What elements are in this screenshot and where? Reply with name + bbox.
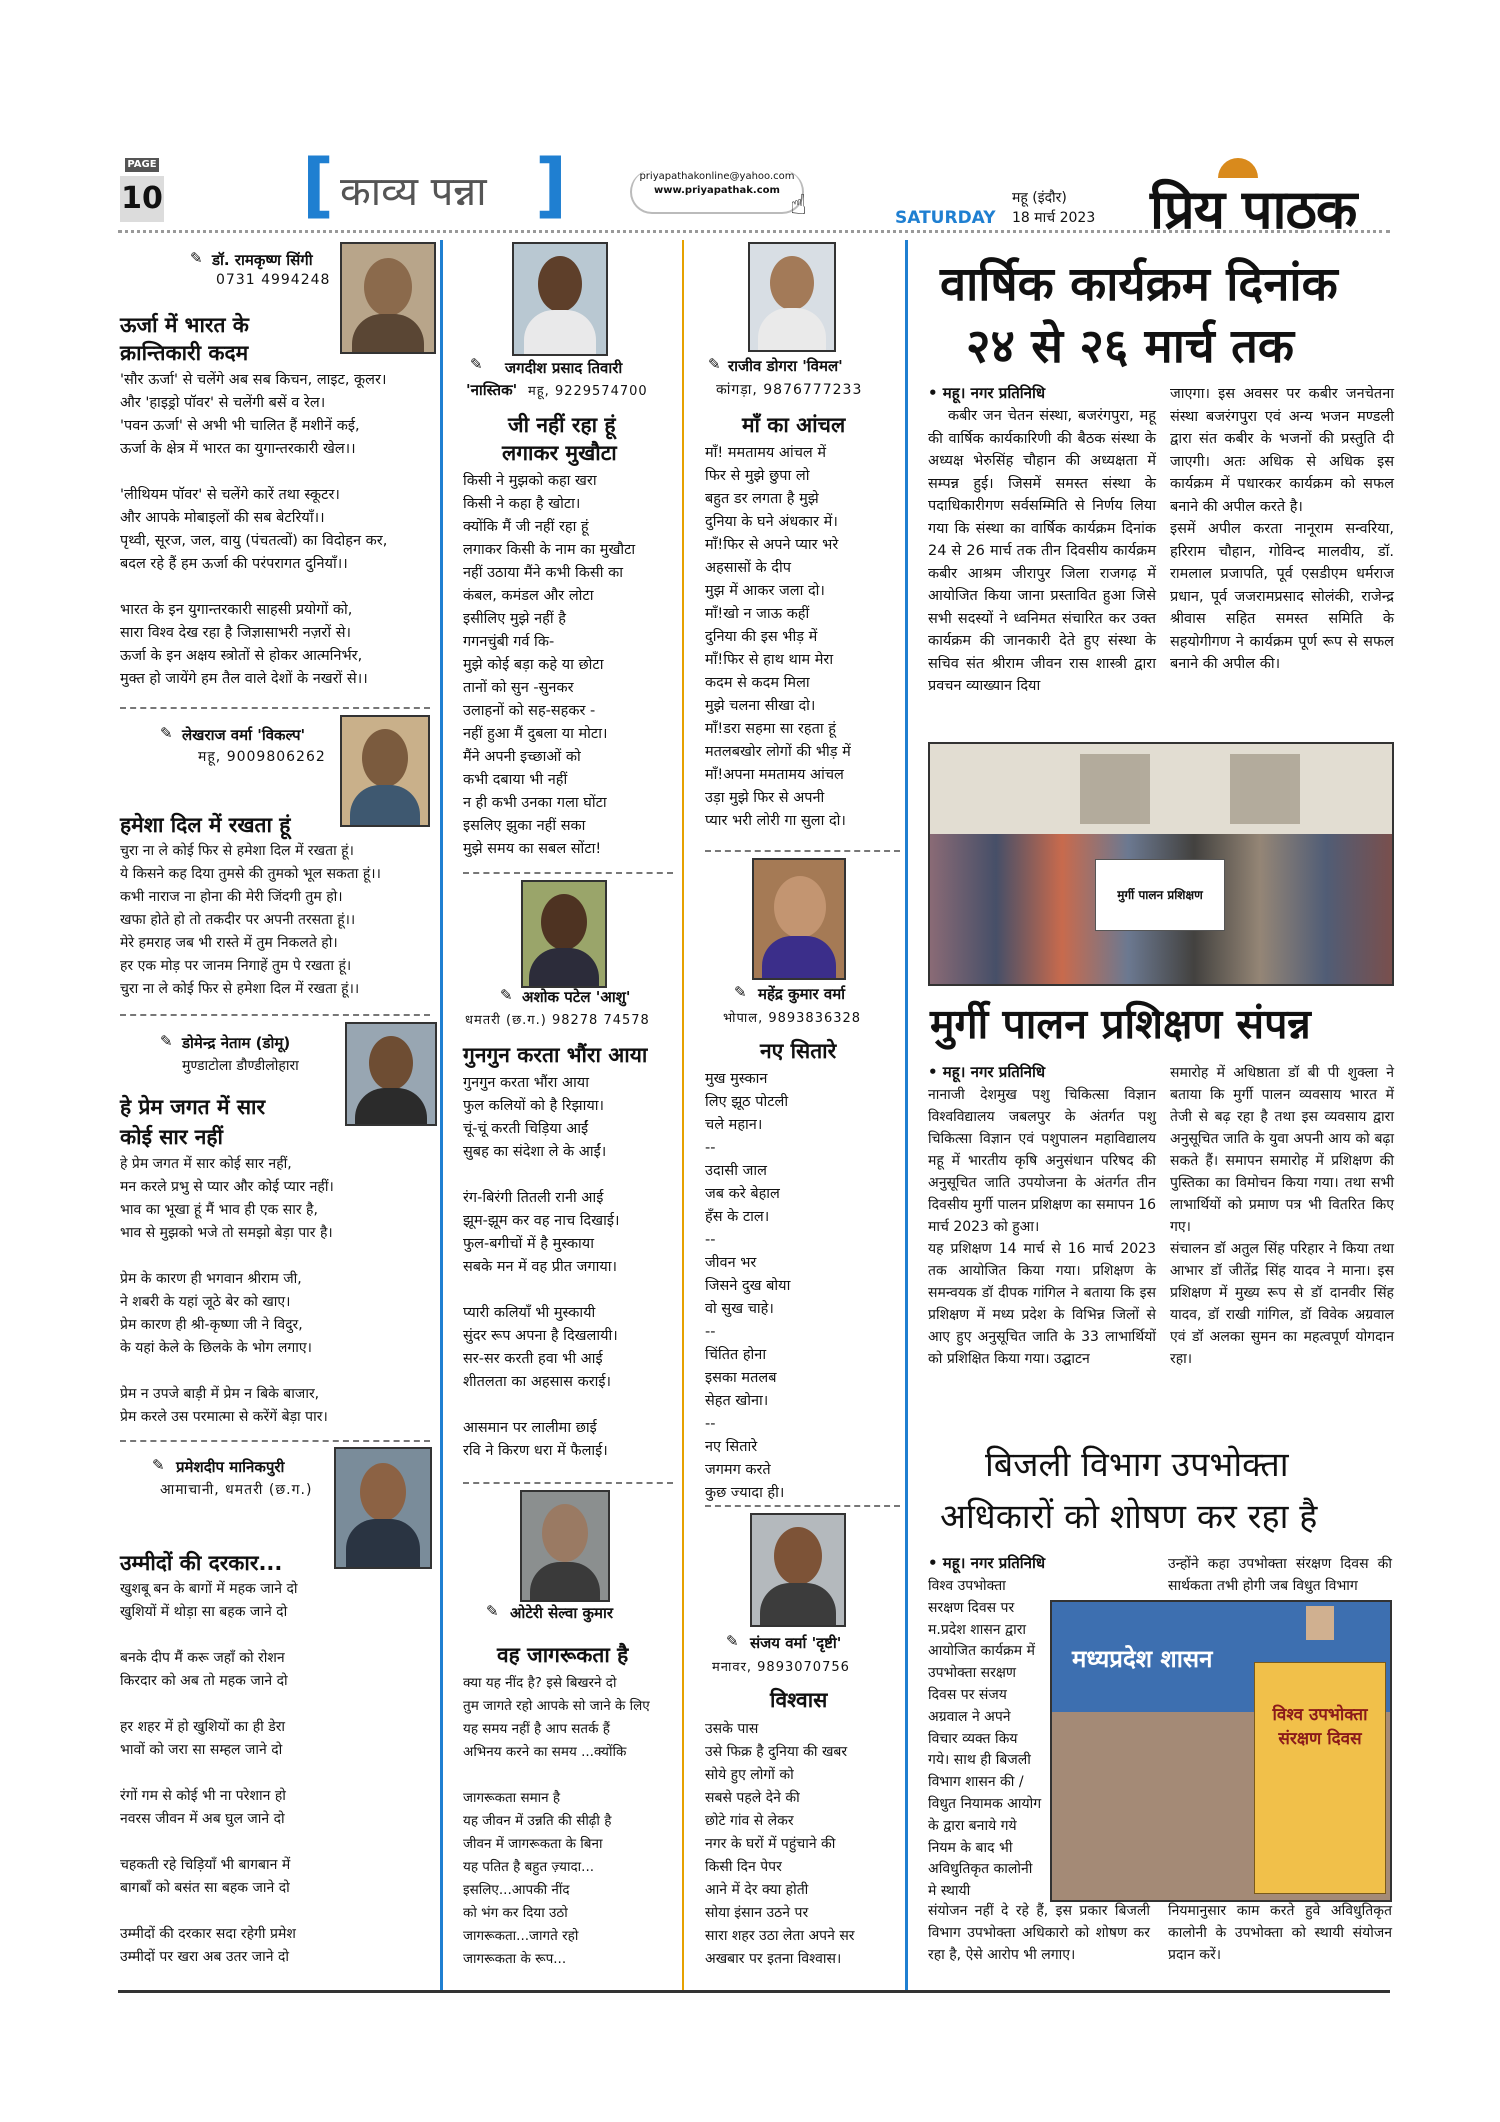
face-shape (362, 729, 408, 787)
training-banner: मुर्गी पालन प्रशिक्षण (1095, 859, 1225, 931)
poem-title: जी नहीं रहा हूं (508, 413, 616, 437)
author-photo (345, 1022, 437, 1126)
author-name: डॉ. रामकृष्ण सिंगी (212, 251, 313, 269)
news-headline: मुर्गी पालन प्रशिक्षण संपन्न (930, 1000, 1311, 1048)
author-contact: मुण्डाटोला डौण्डीलोहारा (182, 1058, 299, 1074)
poem-title: कोई सार नहीं (120, 1125, 223, 1149)
author-photo (750, 1513, 846, 1627)
news-text: संयोजन नहीं दे रहे हैं, इस प्रकार बिजली विभाग उपभोक्ता अधिकारो को शोषण कर रहा है, ऐसे आरोप भी लगाए। (928, 1903, 1150, 1963)
separator (463, 872, 673, 874)
contact-box (630, 170, 804, 214)
pen-icon: ✎ (734, 983, 747, 1001)
author-name: ओटेरी सेल्वा कुमार (510, 1604, 614, 1622)
author-photo (340, 242, 436, 354)
pen-icon: ✎ (486, 1602, 499, 1620)
author-contact: आमाचानी, धमतरी (छ.ग.) (160, 1482, 313, 1498)
author-contact: भोपाल, 9893836328 (723, 1011, 862, 1026)
poem-title: माँ का आंचल (742, 413, 846, 437)
contact-email[interactable]: priyapathakonline@yahoo.com (639, 171, 795, 182)
author-contact: कांगड़ा, 9876777233 (716, 382, 863, 398)
news-text: नानाजी देशमुख पशु चिकित्सा विज्ञान विश्वविद्यालय जबलपुर के अंतर्गत पशु चिकित्सा विज्ञान एवं पशुपालन महाविद्यालय महू में भारतीय कृषि अनुसंधान परिषद की अनुसूचित जाति उपयोजना के अंतर्गत तीन दिवसीय मुर्गी पालन प्रशिक्षण का समापन 16 मार्च 2023 को हुआ। यह प्रशिक्षण 14 मार्च से 16 मार्च 2023 तक आयोजित किया गया। प्रशिक्षण के समन्वयक डॉ दीपक गांगिल ने बताया कि इस प्रशिक्षण में मध्य प्रदेश के विभिन्न जिलों से आए हुए अनुसूचित जाति के 33 लाभार्थियों को प्रशिक्षित किया गया। उद्घाटन (928, 1087, 1156, 1367)
date-label: 18 मार्च 2023 (1012, 210, 1096, 226)
author-name: राजीव डोगरा 'विमल' (728, 357, 843, 375)
podium-banner (1254, 1662, 1386, 1894)
contact-website[interactable]: www.priyapathak.com (654, 185, 780, 196)
poem-text: चुरा ना ले कोई फिर से हमेशा दिल में रखता हूं। ये किसने कह दिया तुमसे की तुमको भूल सकता हूं।। कभी नाराज ना होना की मेरी जिंदगी तुम हो। खफा होते हो तो तकदीर पर अपनी तरसता हूं।। मेरे हमराह जब भी रास्ते में तुम निकलते हो। हर एक मोड़ पर जानम निगाहें तुम पे रखता हूं। चुरा ना ले कोई फिर से हमेशा दिल में रखता हूं।। (120, 843, 381, 997)
poem-title: गुनगुन करता भौंरा आया (463, 1043, 648, 1067)
pen-icon: ✎ (160, 1032, 173, 1050)
poem-title: उम्मीदों की दरकार... (120, 1551, 283, 1575)
author-photo (512, 242, 608, 356)
poem-text: हे प्रेम जगत में सार कोई सार नहीं, मन करले प्रभु से प्यार और कोई प्यार नहीं। भाव का भूखा हूं मैं भाव ही एक सार है, भाव से मुझको भजे तो समझो बेड़ा पार है। प्रेम के कारण ही भगवान श्रीराम जी, ने शबरी के यहां जूठे बेर को खाए। प्रेम कारण ही श्री-कृष्णा जी ने विदुर, के यहां केले के छिलके के भोग लगाए। प्रेम न उपजे बाड़ी में प्रेम न बिके बाजार, प्रेम करले उस परमात्मा से करेंगें बेड़ा पार। (120, 1156, 334, 1425)
face-shape (369, 1036, 413, 1090)
poem-title: हे प्रेम जगत में सार (120, 1095, 266, 1119)
face-shape (364, 258, 412, 316)
pen-icon: ✎ (726, 1632, 739, 1650)
day-label: SATURDAY (895, 208, 996, 228)
author-name: महेंद्र कुमार वर्मा (758, 985, 846, 1003)
section-title: काव्य पन्ना (340, 169, 487, 215)
pen-icon: ✎ (470, 355, 483, 373)
news-byline: • महू। नगर प्रतिनिधि (928, 384, 1046, 402)
news-headline: अधिकारों को शोषण कर रहा है (940, 1497, 1318, 1537)
author-name: लेखराज वर्मा 'विकल्प' (182, 726, 306, 744)
author-contact: 0731 4994248 (216, 272, 331, 288)
column-rule (440, 240, 443, 1990)
shoulder-shape (760, 1583, 836, 1627)
shoulder-shape (524, 310, 596, 356)
news-headline: वार्षिक कार्यक्रम दिनांक (940, 257, 1338, 312)
face-shape (541, 894, 587, 950)
author-photo (340, 715, 430, 827)
bracket-left: [ (302, 144, 334, 226)
poem-text: खुशबू बन के बागों में महक जाने दो खुशियों में थोड़ा सा बहक जाने दो बनके दीप मैं करू जहाँ को रोशन किरदार को अब तो महक जाने दो हर शहर में हो खुशियों का ही डेरा भावों को जरा सा सम्हल जाने दो रंगों गम से कोई भी ना परेशान हो नवरस जीवन में अब घुल जाने दो चहकती रहे चिड़ियाँ भी बागबान में बागबाँ को बसंत सा बहक जाने दो उम्मीदों की दरकार सदा रहेगी प्रमेश उम्मीदों पर खरा अब उतर जाने दो (120, 1581, 298, 1965)
author-photo (334, 1447, 432, 1569)
bracket-right: ] (535, 144, 567, 226)
news-headline: बिजली विभाग उपभोक्ता (985, 1445, 1289, 1485)
news-text: नियमानुसार काम करते हुवे अविधुतिकृत कालोनी के उपभोक्ता को स्थायी संयोजन प्रदान करें। (1168, 1903, 1392, 1963)
pen-icon: ✎ (190, 249, 203, 267)
pointer-hand-icon: ☝ (790, 188, 808, 221)
news-text: जाएगा। इस अवसर पर कबीर जनचेतना संस्था बजरंगपुरा एवं अन्य भजन मण्डली द्वारा संत कबीर के भजनों की प्रस्तुति दी जाएगी। अतः अधिक से अधिक इस कार्यक्रम में पधारकर कार्यक्रम को सफल बनाने की अपील करते है। इसमें अपील करता नानूराम सन्वरिया, हरिराम चौहान, गोविन्द मालवीय, डॉ. रामलाल प्रजापति, पूर्व एसडीएम धर्मराज प्रधान, पूर्व जजरामप्रसाद सोलंकी, राजेन्द्र श्रीवास सहित समस्त समिति के सहयोगीगण ने कार्यक्रम पूर्ण रूप से सफल बनाने की अपील की। (1170, 386, 1394, 672)
face-shape (770, 256, 814, 310)
pen-icon: ✎ (152, 1456, 165, 1474)
separator (120, 1440, 430, 1442)
building-wall (930, 744, 1392, 834)
separator (705, 1505, 900, 1507)
author-name: डोमेन्द्र नेताम (डोमू) (182, 1034, 291, 1052)
poem-text: माँ! ममतामय आंचल में फिर से मुझे छुपा लो बहुत डर लगता है मुझे दुनिया के घने अंधकार में। माँ!फिर से अपने प्यार भरे अहसासों के दीप मुझ में आकर जला दो। माँ!खो न जाऊ कहीं दुनिया की इस भीड़ में माँ!फिर से हाथ थाम मेरा कदम से कदम मिला मुझे चलना सीखा दो। माँ!डरा सहमा सा रहता हूं मतलबखोर लोगों की भीड़ में माँ!अपना ममतामय आंचल उड़ा मुझे फिर से अपनी प्यार भरी लोरी गा सुला दो। (705, 445, 851, 829)
poem-text: 'सौर ऊर्जा' से चलेंगे अब सब किचन, लाइट, कूलर। और 'हाइड्रो पॉवर' से चलेंगी बसें व रेल। 'पवन ऊर्जा' से अभी भी चालित हैं मशीनें कई, ऊर्जा के क्षेत्र में भारत का युगान्तरकारी खेल।। 'लीथियम पॉवर' से चलेंगे कारें तथा स्कूटर। और आपके मोबाइलों की सब बेटरियाँ।। पृथ्वी, सूरज, जल, वायु (पंचतत्वों) का विदोहन कर, बदल रहे हैं हम ऊर्जा की परंपरागत दुनियाँ।। भारत के इन युगान्तरकारी साहसी प्रयोगों को, सारा विश्व देख रहा है जिज्ञासाभरी नज़रों से। ऊर्जा के इन अक्षय स्त्रोतों से होकर आत्मनिर्भर, मुक्त हो जायेंगे हम तैल वाले देशों के नखरों से।। (120, 372, 388, 687)
face-shape (542, 1504, 588, 1562)
shoulder-shape (530, 1562, 600, 1602)
pen-icon: ✎ (160, 724, 173, 742)
footer-divider (118, 1990, 1390, 1993)
news-headline: २४ से २६ मार्च तक (966, 319, 1294, 374)
face-shape (774, 876, 826, 938)
shoulder-shape (762, 936, 836, 980)
shoulder-shape (529, 948, 599, 988)
banner-text: संरक्षण दिवस (1278, 1729, 1362, 1749)
news-text: कबीर जन चेतन संस्था, बजरंगपुरा, महू की वार्षिक कार्यकारिणी की बैठक संस्था के अध्यक्ष भेरुसिंह चौहान की अध्यक्षता में सम्पन्न हुई। जिसमें समस्त संस्था के पदाधिकारीगण सर्वसम्मिति से निर्णय लिया गया कि संस्था का वार्षिक कार्यक्रम दिनांक 24 से 26 मार्च तक तीन दिवसीय कार्यक्रम कबीर आश्रम जीरापुर जिला राजगढ़ में आयोजित किया जाना प्रस्तावित हुआ जिसे सभी सदस्यों ने ध्वनिमत संचारित कर उक्त कार्यक्रम की जानकारी देते हुए संस्था के सचिव संत श्रीराम जीवन रास शास्त्री द्वारा प्रवचन व्याख्यान दिया (928, 408, 1156, 694)
poem-title: क्रान्तिकारी कदम (120, 341, 249, 365)
speaker-figure (1306, 1606, 1334, 1640)
stage-sign: मध्यप्रदेश शासन (1072, 1645, 1213, 1673)
author-photo (520, 1490, 610, 1602)
author-contact: महू, 9009806262 (198, 749, 326, 765)
separator (120, 1014, 430, 1016)
separator (705, 850, 900, 852)
author-contact: धमतरी (छ.ग.) 98278 74578 (465, 1013, 650, 1028)
pen-icon: ✎ (500, 986, 513, 1004)
author-photo (752, 858, 846, 980)
separator (120, 707, 430, 709)
face-shape (360, 1463, 406, 1521)
column-rule (905, 240, 908, 1990)
author-name: प्रमेशदीप मानिकपुरी (176, 1458, 285, 1476)
face-shape (774, 1527, 822, 1585)
author-contact: मनावर, 9893070756 (712, 1660, 850, 1675)
news-text: उन्होंने कहा उपभोक्ता संरक्षण दिवस की सार्थकता तभी होगी जब विधुत विभाग (1168, 1556, 1392, 1594)
author-photo (748, 242, 836, 352)
face-shape (538, 256, 582, 312)
shoulder-shape (352, 314, 424, 354)
place-label: महू (इंदौर) (1012, 190, 1067, 206)
poem-title: वह जागरूकता है (497, 1643, 629, 1667)
poem-text: क्या यह नींद है? इसे बिखरने दो तुम जागते रहो आपके सो जाने के लिए यह समय नहीं है आप सतर्क हैं अभिनय करने का समय ...क्योंकि जागरूकता समान है यह जीवन में उन्नति की सीढ़ी है जीवन में जागरूकता के बिना यह पतित है बहुत ज़्यादा... इसलिए...आपकी नींद को भंग कर दिया उठो जागरूकता...जागते रहो जागरूकता के रूप... (463, 1675, 650, 1967)
author-name: संजय वर्मा 'दृष्टी' (750, 1634, 842, 1652)
news-text: विश्व उपभोक्ता सरक्षण दिवस पर म.प्रदेश शासन द्वारा आयोजित कार्यक्रम में उपभोक्ता सरक्षण दिवस पर संजय अग्रवाल ने अपने विचार व्यक्त किय गये। साथ ही बिजली विभाग शासन की / विधुत नियामक आयोग के द्वारा बनाये गये नियम के बाद भी अविधुतिकृत कालोनी मे स्थायी (928, 1578, 1042, 1900)
poem-title: विश्वास (770, 1688, 828, 1712)
shoulder-shape (355, 1088, 427, 1126)
date-block (1012, 188, 1095, 228)
shoulder-shape (346, 1519, 420, 1569)
poem-text: उसके पास उसे फिक्र है दुनिया की खबर सोये हुए लोगों को सबसे पहले देने की छोटे गांव से लेकर नगर के घरों में पहुंचाने की किसी दिन पेपर आने में देर क्या होती सोया इंसान उठने पर सारा शहर उठा लेता अपने सर अखबार पर इतना विश्वास। (705, 1721, 855, 1967)
author-photo (521, 880, 607, 988)
poem-text: किसी ने मुझको कहा खरा किसी ने कहा है खोटा। क्योंकि मैं जी नहीं रहा हूं लगाकर किसी के नाम का मुखौटा नहीं उठाया मैंने कभी किसी का कंबल, कमंडल और लोटा इसीलिए मुझे नहीं है गगनचुंबी गर्व कि- मुझे कोई बड़ा कहे या छोटा तानों को सुन -सुनकर उलाहनों को सह-सहकर - नहीं हुआ मैं दुबला या मोटा। मैंने अपनी इच्छाओं को कभी दबाया भी नहीं न ही कभी उनका गला घोंटा इसलिए झुका नहीं सका मुझे समय का सबल सोंटा! (463, 473, 636, 857)
news-text: समारोह में अधिष्ठाता डॉ बी पी शुक्ला ने बताया कि मुर्गी पालन व्यवसाय भारत में तेजी से बढ़ रहा है तथा इस व्यवसाय द्वारा अनुसूचित जाति के युवा अपनी आय को बढ़ा सकते हैं। समापन समारोह में प्रशिक्षण की पुस्तिका का विमोचन किया गया। तथा सभी लाभार्थियों को प्रमाण पत्र भी वितरित किए गए। संचालन डॉ अतुल सिंह परिहार ने किया तथा आभार डॉ जीतेंद्र सिंह यादव ने माना। इस प्रशिक्षण में मुख्य रूप से डॉ दानवीर सिंह यादव, डॉ राखी गांगिल, डॉ विवेक अग्रवाल एवं डॉ अलका सुमन का महत्वपूर्ण योगदान रहा। (1170, 1065, 1394, 1367)
group-photo (928, 742, 1394, 986)
event-photo (1050, 1600, 1392, 1902)
author-name: अशोक पटेल 'आशु' (522, 988, 631, 1006)
separator (463, 1482, 673, 1484)
author-name: जगदीश प्रसाद तिवारी (505, 359, 623, 377)
page-label: PAGE (125, 158, 159, 172)
header-divider (118, 230, 1390, 233)
author-alias: 'नास्तिक' (466, 381, 518, 399)
window-shape (1080, 754, 1150, 824)
banner-text: विश्व उपभोक्ता (1272, 1705, 1368, 1725)
poem-title: ऊर्जा में भारत के (120, 313, 249, 337)
column-rule (682, 240, 684, 1990)
poem-title: नए सितारे (760, 1039, 837, 1063)
shoulder-shape (350, 785, 420, 827)
news-byline: • महू। नगर प्रतिनिधि (928, 1554, 1046, 1572)
shoulder-shape (758, 308, 826, 352)
poem-text: मुख मुस्कान लिए झूठ पोटली चले महान। -- उदासी जाल जब करे बेहाल हँस के टाल। -- जीवन भर जिसने दुख बोया वो सुख चाहे। -- चिंतित होना इसका मतलब सेहत खोना। -- नए सितारे जगमग करते कुछ ज्यादा ही। (705, 1071, 791, 1501)
page-number: 10 (120, 176, 164, 222)
newspaper-logo: प्रिय पाठक (1150, 177, 1357, 241)
poem-title: लगाकर मुखौटा (502, 441, 617, 465)
poem-text: गुनगुन करता भौंरा आया फुल कलियों को है रिझाया। चूं-चूं करती चिड़िया आईं सुबह का संदेशा ले के आईं। रंग-बिरंगी तितली रानी आई झूम-झूम कर वह नाच दिखाई। फुल-बगीचों में है मुस्काया सबके मन में वह प्रीत जगाया। प्यारी कलियाँ भी मुस्कायी सुंदर रूप अपना है दिखलायी। सर-सर करती हवा भी आई शीतलता का अहसास कराई। आसमान पर लालीमा छाई रवि ने किरण धरा में फैलाई। (463, 1075, 620, 1459)
author-contact: महू, 9229574700 (528, 384, 648, 399)
poem-title: हमेशा दिल में रखता हूं (120, 813, 291, 837)
window-shape (1230, 754, 1300, 824)
news-byline: • महू। नगर प्रतिनिधि (928, 1063, 1046, 1081)
pen-icon: ✎ (708, 355, 721, 373)
